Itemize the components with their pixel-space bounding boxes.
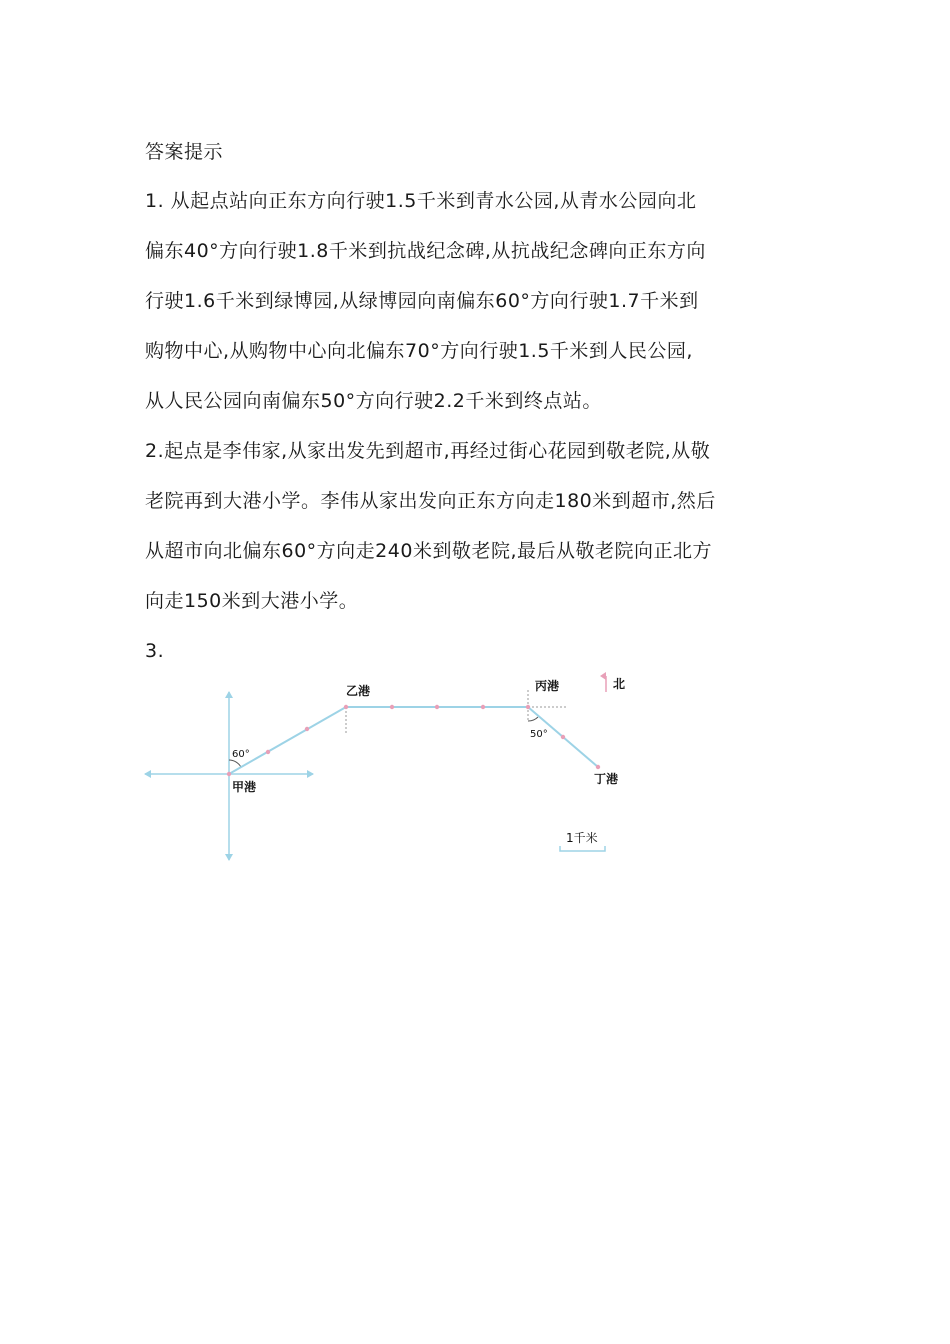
point-jia	[227, 772, 231, 776]
route-jia-yi	[229, 707, 346, 774]
q2-line-1: 2.起点是李伟家,从家出发先到超市,再经过街心花园到敬老院,从敬	[145, 440, 711, 462]
point-yi	[344, 705, 348, 709]
q1-line-4: 购物中心,从购物中心向北偏东70°方向行驶1.5千米到人民公园,	[145, 340, 693, 362]
scale-label: 1千米	[566, 831, 598, 845]
point-route-3	[390, 705, 394, 709]
q1-line-2: 偏东40°方向行驶1.8千米到抗战纪念碑,从抗战纪念碑向正东方向	[145, 240, 706, 262]
point-route-2	[305, 727, 309, 731]
q2-line-3: 从超市向北偏东60°方向走240米到敬老院,最后从敬老院向正北方	[145, 540, 712, 562]
q1-line-1: 1. 从起点站向正东方向行驶1.5千米到青水公园,从青水公园向北	[145, 190, 697, 212]
port-label-ding: 丁港	[594, 772, 619, 786]
scale-bar	[560, 846, 605, 851]
point-route-6	[561, 735, 565, 739]
point-route-1	[266, 750, 270, 754]
angle-label-bing: 50°	[530, 729, 548, 740]
q2-line-2: 老院再到大港小学。李伟从家出发向正东方向走180米到超市,然后	[145, 490, 716, 512]
port-label-jia: 甲港	[232, 780, 257, 794]
angle-arc-jia	[229, 760, 241, 767]
point-bing	[526, 705, 530, 709]
port-label-bing: 丙港	[535, 679, 560, 693]
north-label: 北	[613, 677, 626, 691]
port-label-yi: 乙港	[346, 684, 371, 698]
point-route-4	[435, 705, 439, 709]
point-ding	[596, 765, 600, 769]
point-route-5	[481, 705, 485, 709]
q3-number: 3.	[145, 640, 165, 662]
q2-line-4: 向走150米到大港小学。	[145, 590, 359, 612]
angle-arc-bing	[528, 717, 538, 721]
q1-line-3: 行驶1.6千米到绿博园,从绿博园向南偏东60°方向行驶1.7千米到	[145, 290, 699, 312]
q1-line-5: 从人民公园向南偏东50°方向行驶2.2千米到终点站。	[145, 390, 602, 412]
angle-label-jia: 60°	[232, 749, 250, 760]
heading: 答案提示	[145, 141, 224, 163]
